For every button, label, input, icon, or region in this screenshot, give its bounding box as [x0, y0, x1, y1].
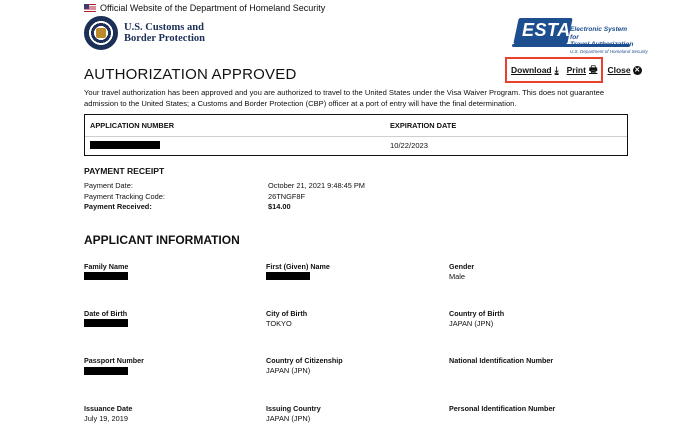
- cbp-name-line2: Border Protection: [124, 33, 205, 44]
- first-name-redacted: [266, 272, 310, 280]
- dhs-seal-icon: [84, 16, 118, 50]
- passport-number-label: Passport Number: [84, 356, 144, 365]
- gender-label: Gender: [449, 262, 475, 271]
- esta-logo-text: ESTA: [522, 20, 571, 40]
- official-website-text: Official Website of the Department of Homeland Security: [100, 3, 326, 13]
- issuing-country-label: Issuing Country: [266, 404, 321, 413]
- payment-tracking-value: 26TNGF8F: [268, 192, 305, 201]
- download-icon: ⤓: [554, 64, 559, 75]
- close-link[interactable]: Close ✕: [607, 65, 641, 75]
- expiration-date-value: 10/22/2023: [390, 141, 429, 150]
- payment-tracking-label: Payment Tracking Code:: [84, 192, 165, 201]
- passport-number-redacted: [84, 367, 128, 375]
- document-actions: [505, 57, 642, 83]
- family-name-label: Family Name: [84, 262, 129, 271]
- personal-id-label: Personal Identification Number: [449, 404, 556, 413]
- application-number-redacted: [90, 141, 160, 149]
- country-of-citizenship-label: Country of Citizenship: [266, 356, 343, 365]
- payment-received-label: Payment Received:: [84, 202, 152, 211]
- esta-subtitle-line2: Travel Authorization: [570, 41, 634, 48]
- esta-dhs-text: U.S. Department of Homeland Security: [570, 49, 648, 54]
- expiration-date-header: EXPIRATION DATE: [390, 121, 457, 130]
- printer-icon: 🖶: [588, 64, 598, 74]
- print-link[interactable]: Print 🖶: [567, 62, 598, 78]
- download-print-highlight: [505, 57, 603, 83]
- issuing-country-value: JAPAN (JPN): [266, 414, 311, 423]
- payment-date-label: Payment Date:: [84, 181, 133, 190]
- cbp-name-line1: U.S. Customs and: [124, 22, 204, 33]
- approval-notice: Your travel authorization has been approved and you are authorized to travel to the United States under the Visa Waiver Program. This does not guarantee admission to the United States; a Customs and Border Protection (CBP) officer at a port of entry will have the final determination.: [84, 88, 605, 108]
- payment-date-value: October 21, 2021 9:48:45 PM: [268, 181, 365, 190]
- country-of-birth-label: Country of Birth: [449, 309, 505, 318]
- issuance-date-value: July 19, 2019: [84, 414, 128, 423]
- application-number-header: APPLICATION NUMBER: [90, 121, 175, 130]
- payment-receipt-title: PAYMENT RECEIPT: [84, 166, 165, 176]
- city-of-birth-label: City of Birth: [266, 309, 308, 318]
- country-of-citizenship-value: JAPAN (JPN): [266, 366, 311, 375]
- page-title: AUTHORIZATION APPROVED: [84, 66, 297, 83]
- application-table: [84, 114, 628, 156]
- download-link[interactable]: Download ⤓: [511, 64, 559, 75]
- applicant-information-title: APPLICANT INFORMATION: [84, 233, 240, 247]
- gender-value: Male: [449, 272, 466, 281]
- city-of-birth-value: TOKYO: [266, 319, 292, 328]
- esta-logo[interactable]: [512, 16, 648, 54]
- first-name-label: First (Given) Name: [266, 262, 330, 271]
- family-name-redacted: [84, 272, 128, 280]
- date-of-birth-label: Date of Birth: [84, 309, 128, 318]
- official-website-banner: [84, 3, 325, 13]
- esta-subtitle-line1: Electronic System for: [570, 26, 628, 41]
- country-of-birth-value: JAPAN (JPN): [449, 319, 494, 328]
- national-id-label: National Identification Number: [449, 356, 554, 365]
- date-of-birth-redacted: [84, 319, 128, 327]
- us-flag-icon: [84, 4, 96, 12]
- cbp-logo[interactable]: [84, 16, 205, 50]
- close-icon: ✕: [634, 66, 641, 74]
- payment-received-value: $14.00: [268, 202, 291, 211]
- issuance-date-label: Issuance Date: [84, 404, 133, 413]
